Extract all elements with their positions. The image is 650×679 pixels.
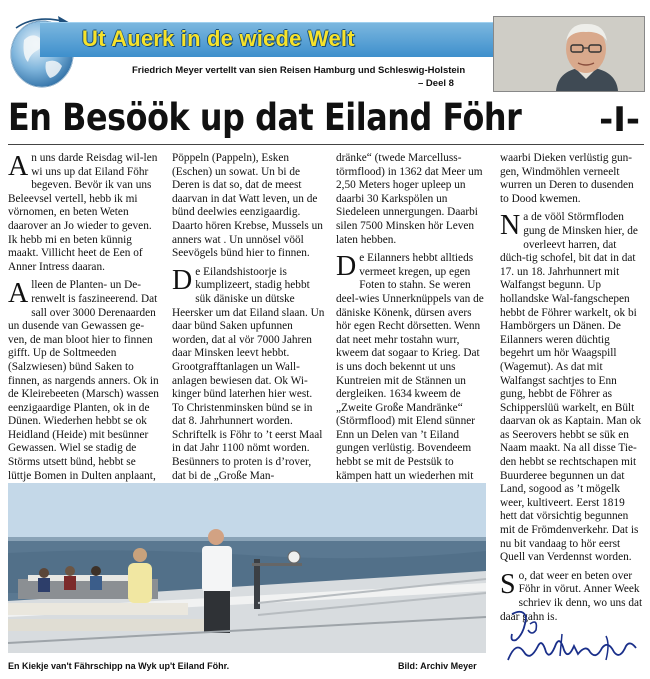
paragraph-text: a de vööl Störmfloden gung de Minsken hier, de overleevt harren, dat düch-tig schofel, bit dat in dat 17. un 18. Jahrhunnert mit Walfangst begunn. Up hollandske Wal-fangschepen hebbt de Föhrer warkelt, ok bi Hambörgers un Dänen. De Eilanners weren düchtig begehrt um hör Waagspill (Wagemut). As dat mit Walfangst sachtjes to Enn gung, hebbt de Föhrer as Schipperslüü warkelt, en Bült daarvan ok as Kaptain. Man ok as Seerovers hebbt se sük en Naam maakt. Na all disse Tie-den hebbt se rechtschapen mit Buurderee begunnen un dat Land, sogood as ’t mögelk weer, kultiveert. Eerst 1819 hett dat vörsichtig begunnen mit de Frömdenverkehr. Dat is nu bit vandaag to hör eerst Quell van Verdennst worden. bbox=[500, 211, 642, 564]
paragraph-text: n uns darde Reisdag wil-len wi uns up dat Eiland Föhr begeven. Bevör ik van uns Beleevsel vertell, hebb ik mi vörnomen, en beten Weten daarover an Jo wieder to geven. Ik hebb mi en beten künnig maakt. Villicht heet de Een of Anner Intress daaran. bbox=[8, 152, 158, 273]
article-headline: En Besöök up dat Eiland Föhr bbox=[8, 96, 522, 139]
drop-cap: A bbox=[8, 151, 29, 182]
paragraph-text: lleen de Planten- un De-renwelt is faszineerend. Dat sall over 3000 Derenaarden un dusende van Gewassen ge-ven, de man bloot hier to finnen gifft. Up de Soltmeeden (Salzwiesen) bünd Saken to finnen, as nargends anners. Ok in de Kleirebeeten (Marsch) wassen eenzigaardige Planten, ok in de Dünen. Wiederhen hebbt se ok Heidland (Heide) mit besünner Gewassen. Wiel se stadig de Störms utsett bünd, hebbt se lüttje Bomen in Dulten anplaant, bbox=[8, 279, 159, 482]
headline-divider bbox=[8, 144, 644, 145]
paragraph bbox=[8, 279, 161, 497]
paragraph bbox=[336, 152, 489, 247]
paragraph bbox=[336, 252, 489, 497]
part-number: -I- bbox=[599, 100, 640, 140]
paragraph-text: dränke“ (twede Marcelluss-törmflood) in 1362 dat Meer um 2,50 Meters hoger upleep un daarbi 30 Karkspölen un Siedeleen unnergungen. Daarbi silen 7500 Minsken hör Leven laten hebben. bbox=[336, 152, 483, 246]
photo-credit: Bild: Archiv Meyer bbox=[398, 661, 477, 671]
paragraph bbox=[172, 152, 325, 261]
paragraph bbox=[8, 152, 161, 274]
author-portrait-illustration bbox=[494, 17, 644, 91]
series-subtitle: Friedrich Meyer vertellt van sien Reisen Hamburg und Schleswig-Holstein bbox=[132, 65, 466, 76]
paragraph-text: e Eilandshistoorje is kumplizeert, stadig hebbt sük däniske un dütske Heersker um dat Eiland slaan. Un daar bünd Saken upfunnen worden, dat al vör 7000 Jahren daar Minsken leevt hebbt. Grootgrafftanlagen un Wall-anlagen bewiesen dat. Ok Wi-kinger bünd laterhen hier west. To Christenminsken bünd se in dat 8. Jahrhunnert worden. Schriftelk is Föhr to ’t eerst Maal in dat Jahr 1100 nömt worden. Besünners to proten is d’rover, dat bi de „Große Man- bbox=[172, 265, 325, 482]
drop-cap: A bbox=[8, 278, 29, 310]
paragraph bbox=[172, 266, 325, 484]
paragraph-text: waarbi Dieken verlüstig gun-gen, Windmöhlen verneelt wurren un Deren to dusenden to Dood kwemen. bbox=[500, 152, 634, 205]
article-column-2 bbox=[172, 152, 325, 488]
paragraph bbox=[500, 152, 643, 206]
series-title: Ut Auerk in de wiede Welt bbox=[82, 26, 355, 51]
part-label: – Deel 8 bbox=[418, 78, 454, 89]
drop-cap: N bbox=[500, 210, 521, 242]
photo-caption: En Kiekje van't Fährschipp na Wyk up't Eiland Föhr. bbox=[8, 661, 230, 671]
author-signature-icon bbox=[502, 600, 642, 670]
paragraph-text: e Eilanners hebbt alltieds vermeet kregen, up egen Foten to stahn. Se weren deel-wies Unnerknüppels van de däniske Könenk, dürsen avers hör egen Recht dörsetten. Wenn dat neet mehr tostahn wurr, kweem dat sogaar to Krieg. Dat is uns doch bekennt ut uns Kuntreien mit de Stännen un dergleiken. 1634 kweem de „Zweite Große Mandränke“ (Störmflood) mit Elend sünner Enn un Delen van ’t Eiland gungen verlüstig. Bovendeem hebbt se mit de Pestsük to kämpen hatt un wiederhen mit bbox=[336, 252, 484, 482]
article-column-3 bbox=[336, 152, 489, 502]
drop-cap: S bbox=[500, 568, 516, 600]
ferry-photo bbox=[8, 483, 486, 653]
paragraph bbox=[500, 211, 643, 564]
paragraph-text: Pöppeln (Pappeln), Esken (Eschen) un sowat. Un bi de Deren is dat so, dat de meest daarvan in dat Watt leven, un de bünd deelwies eenzigaardig. Daarto hören Krebse, Mussels un anners wat . Un unnösel vööl Seevögels bünd hier to finnen. bbox=[172, 152, 323, 260]
ferry-deck-illustration bbox=[8, 483, 486, 653]
article-column-4 bbox=[500, 152, 643, 629]
paragraph-text: o, dat weer en beten over Föhr in vörut. Anner Week schriev ik denn, wo uns dat daar gahn is. bbox=[500, 569, 643, 623]
author-portrait bbox=[493, 16, 645, 92]
drop-cap: D bbox=[172, 264, 193, 296]
article-column-1 bbox=[8, 152, 161, 502]
series-banner bbox=[0, 0, 650, 100]
drop-cap: D bbox=[336, 251, 357, 283]
